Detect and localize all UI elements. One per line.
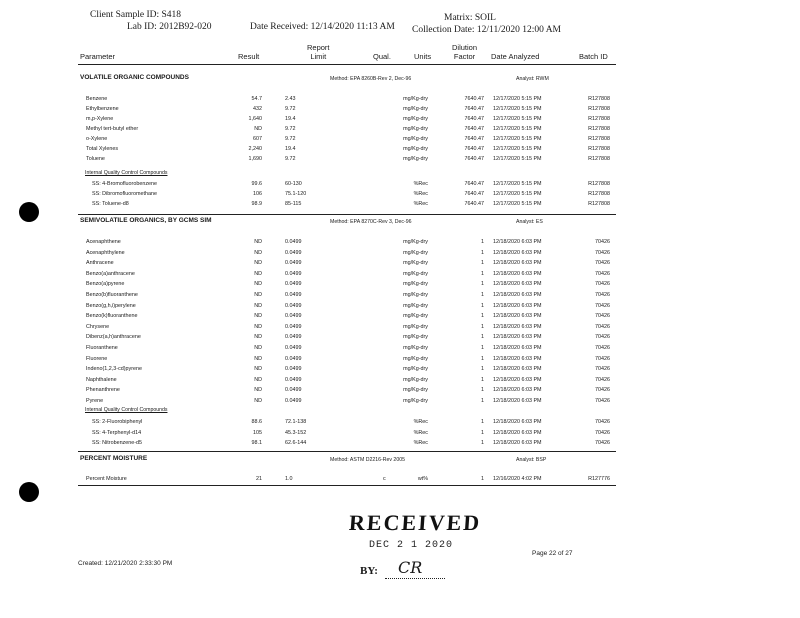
table-row [0, 417, 800, 428]
cell-result: 432 [253, 106, 262, 112]
cell-report-limit: 45.3-152 [285, 429, 307, 436]
lab-id-label: Lab ID: [127, 22, 157, 32]
cell-date-analyzed: 12/17/2020 5:15 PM [493, 181, 542, 187]
cell-result: 99.6 [251, 181, 262, 187]
cell-report-limit: 9.72 [285, 106, 296, 112]
cell-date-analyzed: 12/18/2020 6:03 PM [493, 334, 542, 341]
cell-units: mg/Kg-dry [403, 136, 428, 142]
col-report-limit-line1: Report [307, 43, 330, 52]
cell-date-analyzed: 12/17/2020 5:15 PM [493, 146, 542, 152]
cell-report-limit: 0.0499 [285, 355, 302, 362]
cell-report-limit: 0.0499 [285, 376, 302, 383]
lab-id-value: 2012B92-020 [159, 22, 212, 32]
table-row [0, 248, 800, 259]
cell-report-limit: 9.72 [285, 156, 296, 162]
collection-date [412, 25, 561, 35]
header-divider [78, 64, 616, 65]
cell-batch-id: R127808 [588, 146, 610, 152]
col-date-analyzed: Date Analyzed [491, 52, 540, 61]
cell-batch-id: 70426 [595, 419, 610, 425]
cell-result: 1,690 [248, 156, 262, 162]
cell-batch-id: 70426 [595, 366, 610, 373]
cell-parameter: Phenanthrene [86, 387, 120, 394]
cell-parameter: SS: Toluene-d8 [92, 201, 129, 207]
cell-dilution: 1 [481, 281, 484, 288]
voc-method: Method: EPA 8260B-Rev 2, Dec-96 [330, 76, 412, 82]
cell-dilution: 1 [481, 419, 484, 425]
cell-parameter: SS: 4-Bromofluorobenzene [92, 181, 158, 187]
table-row [0, 269, 800, 280]
cell-result: ND [254, 376, 262, 383]
cell-dilution: 1 [481, 366, 484, 373]
cell-date-analyzed: 12/17/2020 5:15 PM [493, 126, 542, 132]
cell-units: mg/Kg-dry [403, 355, 428, 362]
cell-units: mg/Kg-dry [403, 366, 428, 373]
svoc-analyst: Analyst: ES [516, 219, 543, 225]
cell-result: ND [254, 239, 262, 245]
cell-dilution: 1 [481, 292, 484, 298]
cell-dilution: 1 [481, 302, 484, 309]
cell-batch-id: 70426 [595, 239, 610, 245]
cell-dilution: 1 [481, 429, 484, 436]
cell-report-limit: 0.0499 [285, 270, 302, 277]
svoc-method: Method: EPA 8270C-Rev 3, Dec-96 [330, 219, 412, 225]
col-units: Units [414, 52, 432, 61]
cell-report-limit: 9.72 [285, 136, 296, 142]
cell-batch-id: R127808 [588, 116, 610, 122]
cell-dilution: 7640.47 [464, 181, 484, 187]
cell-date-analyzed: 12/18/2020 6:03 PM [493, 366, 542, 373]
lab-id [127, 22, 211, 32]
table-row [0, 332, 800, 343]
cell-dilution: 7640.47 [464, 106, 484, 112]
cell-result: 54.7 [251, 96, 262, 102]
cell-result: ND [254, 249, 262, 256]
cell-report-limit: 9.72 [285, 126, 296, 132]
cell-parameter: Naphthalene [86, 376, 117, 383]
voc-ic-label: Internal Quality Control Compounds [85, 170, 168, 176]
cell-result: ND [254, 126, 262, 132]
cell-parameter: Anthracene [86, 260, 114, 267]
stamp-by-label: BY: [360, 565, 378, 577]
cell-date-analyzed: 12/16/2020 4:02 PM [493, 476, 542, 482]
moisture-method: Method: ASTM D2216-Rev 2005 [330, 457, 405, 463]
cell-units: mg/Kg-dry [403, 260, 428, 267]
cell-units: mg/Kg-dry [403, 387, 428, 394]
moisture-analyst: Analyst: BSP [516, 457, 547, 463]
cell-date-analyzed: 12/18/2020 6:03 PM [493, 260, 542, 267]
cell-parameter: Percent Moisture [86, 476, 127, 482]
cell-date-analyzed: 12/18/2020 6:03 PM [493, 419, 542, 425]
cell-batch-id: 70426 [595, 387, 610, 394]
cell-result: 105 [253, 429, 262, 436]
cell-units: mg/Kg-dry [403, 116, 428, 122]
cell-batch-id: 70426 [595, 440, 610, 447]
cell-report-limit: 72.1-138 [285, 419, 307, 425]
cell-dilution: 1 [481, 334, 484, 341]
cell-report-limit: 0.0499 [285, 313, 302, 320]
cell-date-analyzed: 12/18/2020 6:03 PM [493, 270, 542, 277]
table-row [0, 322, 800, 333]
cell-units: mg/Kg-dry [403, 156, 428, 162]
cell-parameter: Indeno(1,2,3-cd)pyrene [86, 366, 143, 373]
cell-dilution: 7640.47 [464, 126, 484, 132]
matrix-value: SOIL [474, 13, 496, 23]
cell-parameter: Methyl tert-butyl ether [86, 126, 139, 132]
cell-result: 98.1 [251, 440, 262, 447]
cell-parameter: Benzo(k)fluoranthene [86, 313, 138, 320]
cell-parameter: o-Xylene [86, 136, 108, 142]
table-row [0, 375, 800, 386]
table-row [0, 428, 800, 439]
cell-units: mg/Kg-dry [403, 398, 428, 404]
punch-hole-top [19, 202, 39, 222]
cell-result: 21 [256, 476, 262, 482]
cell-parameter: SS: Dibromofluoromethane [92, 191, 158, 197]
cell-batch-id: 70426 [595, 281, 610, 288]
cell-report-limit: 2.43 [285, 96, 296, 102]
cell-parameter: Benzo(a)pyrene [86, 281, 125, 288]
cell-batch-id: R127808 [588, 106, 610, 112]
cell-date-analyzed: 12/18/2020 6:03 PM [493, 376, 542, 383]
cell-units: mg/Kg-dry [403, 249, 428, 256]
cell-report-limit: 0.0499 [285, 249, 302, 256]
cell-parameter: Fluorene [86, 355, 108, 362]
cell-parameter: Ethylbenzene [86, 106, 119, 112]
cell-report-limit: 0.0499 [285, 260, 302, 267]
table-row [0, 364, 800, 375]
cell-units: mg/Kg-dry [403, 323, 428, 330]
cell-report-limit: 0.0499 [285, 302, 302, 309]
cell-report-limit: 85-115 [285, 201, 302, 207]
moisture-divider [78, 485, 616, 486]
cell-date-analyzed: 12/17/2020 5:15 PM [493, 191, 542, 197]
cell-date-analyzed: 12/18/2020 6:03 PM [493, 281, 542, 288]
cell-result: ND [254, 355, 262, 362]
cell-units: %Rec [413, 419, 428, 425]
cell-parameter: SS: Nitrobenzene-d5 [92, 440, 143, 447]
cell-units: %Rec [413, 440, 428, 447]
cell-result: ND [254, 323, 262, 330]
cell-report-limit: 0.0499 [285, 345, 302, 351]
cell-units: mg/Kg-dry [403, 126, 428, 132]
cell-date-analyzed: 12/17/2020 5:15 PM [493, 116, 542, 122]
cell-result: 88.6 [251, 419, 262, 425]
cell-dilution: 7640.47 [464, 116, 484, 122]
svoc-title: SEMIVOLATILE ORGANICS, BY GCMS SIM [80, 217, 212, 224]
matrix-label: Matrix: [444, 13, 473, 23]
cell-report-limit: 60-130 [285, 181, 302, 187]
cell-result: ND [254, 334, 262, 341]
cell-date-analyzed: 12/17/2020 5:15 PM [493, 136, 542, 142]
cell-dilution: 7640.47 [464, 156, 484, 162]
cell-result: ND [254, 398, 262, 404]
client-sample-id [90, 10, 181, 20]
col-dilution-line1: Dilution [452, 43, 478, 52]
client-sample-label: Client Sample ID: [90, 10, 160, 20]
table-row [0, 301, 800, 312]
stamp-received-word: RECEIVED [348, 510, 483, 535]
date-received-value: 12/14/2020 11:13 AM [310, 22, 395, 32]
cell-date-analyzed: 12/18/2020 6:03 PM [493, 355, 542, 362]
col-report-limit-line2: Limit [310, 52, 327, 61]
cell-report-limit: 19.4 [285, 146, 296, 152]
cell-date-analyzed: 12/18/2020 6:03 PM [493, 302, 542, 309]
cell-batch-id: 70426 [595, 302, 610, 309]
cell-parameter: Benzene [86, 96, 108, 102]
cell-date-analyzed: 12/18/2020 6:03 PM [493, 313, 542, 320]
cell-report-limit: 0.0499 [285, 281, 302, 288]
cell-result: ND [254, 302, 262, 309]
cell-result: ND [254, 281, 262, 288]
cell-units: %Rec [413, 429, 428, 436]
cell-batch-id: 70426 [595, 323, 610, 330]
cell-result: 2,240 [248, 146, 262, 152]
stamp-initials-signature: CR [398, 558, 423, 577]
collection-value: 12/11/2020 12:00 AM [476, 25, 562, 35]
cell-batch-id: 70426 [595, 260, 610, 267]
voc-divider [78, 214, 616, 215]
cell-date-analyzed: 12/18/2020 6:03 PM [493, 440, 542, 447]
cell-report-limit: 0.0499 [285, 387, 302, 394]
cell-batch-id: 70426 [595, 334, 610, 341]
cell-parameter: Benzo(a)anthracene [86, 270, 135, 277]
cell-result: 607 [253, 136, 262, 142]
cell-result: ND [254, 387, 262, 394]
cell-batch-id: R127808 [588, 156, 610, 162]
cell-batch-id: R127776 [588, 476, 610, 482]
svoc-ic-label: Internal Quality Control Compounds [85, 407, 168, 413]
cell-result: ND [254, 270, 262, 277]
table-row [0, 237, 800, 248]
cell-report-limit: 19.4 [285, 116, 296, 122]
cell-parameter: Pyrene [86, 398, 104, 404]
cell-batch-id: R127808 [588, 181, 610, 187]
punch-hole-bottom [19, 482, 39, 502]
col-batch-id: Batch ID [579, 52, 608, 61]
cell-batch-id: 70426 [595, 270, 610, 277]
footer-created: Created: 12/21/2020 2:33:30 PM [78, 560, 173, 567]
cell-result: ND [254, 260, 262, 267]
cell-result: ND [254, 313, 262, 320]
cell-units: mg/Kg-dry [403, 270, 428, 277]
cell-dilution: 1 [481, 313, 484, 320]
cell-date-analyzed: 12/17/2020 5:15 PM [493, 96, 542, 102]
cell-report-limit: 62.6-144 [285, 440, 307, 447]
cell-dilution: 1 [481, 270, 484, 277]
table-row [0, 154, 800, 165]
cell-report-limit: 0.0499 [285, 334, 302, 341]
table-row [0, 474, 800, 485]
cell-date-analyzed: 12/17/2020 5:15 PM [493, 156, 542, 162]
cell-batch-id: 70426 [595, 249, 610, 256]
table-row [0, 438, 800, 449]
table-row [0, 290, 800, 301]
cell-units: %Rec [413, 201, 428, 207]
cell-result: ND [254, 366, 262, 373]
cell-qual: c [383, 476, 386, 482]
voc-analyst: Analyst: RWM [516, 76, 549, 82]
cell-report-limit: 75.1-120 [285, 191, 307, 197]
cell-units: mg/Kg-dry [403, 281, 428, 288]
cell-dilution: 1 [481, 476, 484, 482]
cell-date-analyzed: 12/18/2020 6:03 PM [493, 239, 542, 245]
table-row [0, 279, 800, 290]
cell-batch-id: 70426 [595, 376, 610, 383]
cell-parameter: Benzo(g,h,i)perylene [86, 302, 136, 309]
cell-units: mg/Kg-dry [403, 292, 428, 298]
cell-date-analyzed: 12/18/2020 6:03 PM [493, 398, 542, 404]
cell-batch-id: R127808 [588, 96, 610, 102]
matrix [444, 13, 496, 23]
cell-report-limit: 0.0499 [285, 292, 302, 298]
table-row [0, 199, 800, 210]
cell-batch-id: 70426 [595, 429, 610, 436]
cell-result: ND [254, 345, 262, 351]
cell-parameter: Toluene [86, 156, 105, 162]
cell-date-analyzed: 12/18/2020 6:03 PM [493, 429, 542, 436]
cell-parameter: SS: 2-Fluorobiphenyl [92, 419, 143, 425]
table-row [0, 354, 800, 365]
cell-dilution: 1 [481, 387, 484, 394]
cell-date-analyzed: 12/18/2020 6:03 PM [493, 292, 542, 298]
cell-batch-id: 70426 [595, 355, 610, 362]
cell-parameter: SS: 4-Terphenyl-d14 [92, 429, 142, 436]
cell-date-analyzed: 12/18/2020 6:03 PM [493, 345, 542, 351]
stamp-date: DEC 2 1 2020 [369, 540, 454, 551]
cell-units: mg/Kg-dry [403, 146, 428, 152]
cell-parameter: Benzo(b)fluoranthene [86, 292, 138, 298]
cell-batch-id: R127808 [588, 126, 610, 132]
cell-dilution: 7640.47 [464, 136, 484, 142]
cell-dilution: 7640.47 [464, 191, 484, 197]
cell-parameter: Dibenz(a,h)anthracene [86, 334, 141, 341]
cell-units: mg/Kg-dry [403, 334, 428, 341]
cell-units: wt% [417, 476, 428, 482]
cell-dilution: 1 [481, 323, 484, 330]
table-row [0, 396, 800, 407]
col-dilution-line2: Factor [453, 52, 476, 61]
cell-date-analyzed: 12/18/2020 6:03 PM [493, 249, 542, 256]
cell-report-limit: 1.0 [285, 476, 293, 482]
cell-parameter: Fluoranthene [86, 345, 118, 351]
cell-report-limit: 0.0499 [285, 239, 302, 245]
cell-dilution: 1 [481, 376, 484, 383]
cell-batch-id: 70426 [595, 398, 610, 404]
cell-dilution: 1 [481, 440, 484, 447]
cell-parameter: Acenaphthylene [86, 249, 125, 256]
cell-date-analyzed: 12/18/2020 6:03 PM [493, 387, 542, 394]
cell-report-limit: 0.0499 [285, 323, 302, 330]
cell-dilution: 7640.47 [464, 201, 484, 207]
table-row [0, 258, 800, 269]
cell-dilution: 7640.47 [464, 146, 484, 152]
cell-date-analyzed: 12/17/2020 5:15 PM [493, 201, 542, 207]
cell-parameter: Acenaphthene [86, 239, 121, 245]
cell-units: %Rec [413, 181, 428, 187]
col-parameter: Parameter [80, 52, 116, 61]
cell-units: mg/Kg-dry [403, 239, 428, 245]
table-row [0, 311, 800, 322]
cell-dilution: 1 [481, 249, 484, 256]
cell-batch-id: R127808 [588, 136, 610, 142]
cell-units: mg/Kg-dry [403, 96, 428, 102]
received-stamp [345, 510, 483, 560]
cell-units: mg/Kg-dry [403, 313, 428, 320]
cell-units: %Rec [413, 191, 428, 197]
cell-batch-id: R127808 [588, 201, 610, 207]
cell-report-limit: 0.0499 [285, 366, 302, 373]
cell-result: ND [254, 292, 262, 298]
cell-batch-id: 70426 [595, 313, 610, 320]
client-sample-value: S418 [161, 10, 182, 20]
svoc-divider [78, 451, 616, 452]
moisture-title: PERCENT MOISTURE [80, 455, 148, 462]
cell-batch-id: R127808 [588, 191, 610, 197]
cell-date-analyzed: 12/17/2020 5:15 PM [493, 106, 542, 112]
cell-units: mg/Kg-dry [403, 376, 428, 383]
cell-dilution: 1 [481, 398, 484, 404]
cell-report-limit: 0.0499 [285, 398, 302, 404]
cell-batch-id: 70426 [595, 345, 610, 351]
cell-units: mg/Kg-dry [403, 302, 428, 309]
col-dilution [452, 43, 477, 61]
cell-batch-id: 70426 [595, 292, 610, 298]
cell-dilution: 1 [481, 345, 484, 351]
col-report-limit [307, 43, 330, 61]
cell-result: 1,640 [248, 116, 262, 122]
stamp-by-line [385, 578, 445, 579]
cell-result: 106 [253, 191, 262, 197]
footer-page: Page 22 of 27 [532, 550, 573, 557]
voc-title: VOLATILE ORGANIC COMPOUNDS [80, 74, 189, 81]
collection-label: Collection Date: [412, 25, 475, 35]
col-qual: Qual. [373, 52, 391, 61]
table-row [0, 343, 800, 354]
table-row [0, 385, 800, 396]
col-result: Result [238, 52, 260, 61]
cell-result: 98.9 [251, 201, 262, 207]
cell-dilution: 1 [481, 239, 484, 245]
cell-dilution: 7640.47 [464, 96, 484, 102]
cell-units: mg/Kg-dry [403, 106, 428, 112]
cell-parameter: m,p-Xylene [86, 116, 114, 122]
date-received-label: Date Received: [250, 22, 309, 32]
cell-dilution: 1 [481, 260, 484, 267]
cell-parameter: Total Xylenes [86, 146, 119, 152]
cell-parameter: Chrysene [86, 323, 110, 330]
cell-dilution: 1 [481, 355, 484, 362]
cell-units: mg/Kg-dry [403, 345, 428, 351]
cell-date-analyzed: 12/18/2020 6:03 PM [493, 323, 542, 330]
date-received [250, 22, 395, 32]
